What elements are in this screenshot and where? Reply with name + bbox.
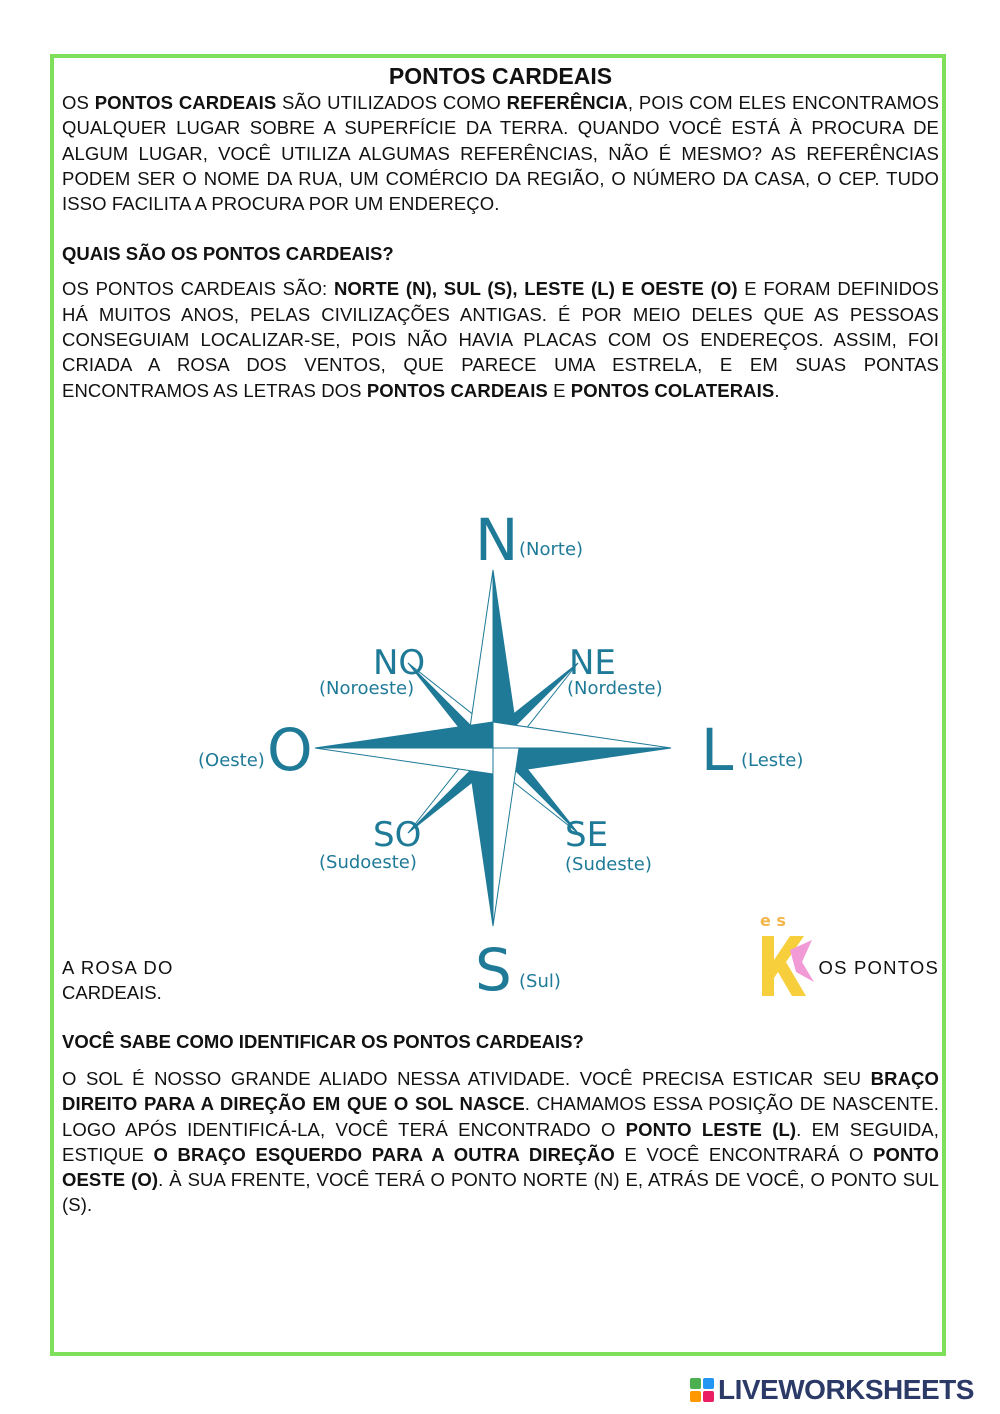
sw-label: (Sudoeste) (319, 852, 417, 873)
section-2 (62, 1030, 939, 1218)
answer-paragraph-2 (62, 1066, 939, 1218)
text-run: OS PONTOS CARDEAIS SÃO: (62, 278, 334, 300)
intro-paragraph (62, 90, 939, 216)
east-label: (Leste) (741, 750, 804, 771)
text-run: E (547, 379, 571, 401)
compass-point (315, 748, 493, 774)
se-label: (Sudeste) (565, 854, 652, 875)
bold-text: REFERÊNCIA (506, 92, 628, 113)
bold-text: O BRAÇO ESQUERDO PARA A OUTRA DIREÇÃO (153, 1143, 615, 1165)
south-letter: S (475, 936, 512, 1004)
answer-paragraph-1 (62, 276, 939, 402)
question-heading-1: QUAIS SÃO OS PONTOS CARDEAIS? (62, 243, 394, 265)
north-letter: N (475, 506, 519, 574)
compass-point (467, 570, 493, 748)
nw-label: (Noroeste) (319, 678, 415, 699)
east-letter: L (701, 716, 734, 784)
text-run: . À SUA FRENTE, VOCÊ TERÁ O PONTO NORTE (N) E, ATRÁS DE VOCÊ, O PONTO SUL (S). (62, 1169, 939, 1216)
compass-point (315, 722, 493, 748)
question-heading-2: VOCÊ SABE COMO IDENTIFICAR OS PONTOS CARDEAIS? (62, 1031, 584, 1052)
worksheet-content (62, 62, 939, 403)
north-label: (Norte) (519, 539, 584, 560)
overlay-k-logo (756, 910, 816, 1002)
west-letter: O (267, 716, 313, 784)
bold-text: PONTOS CARDEAIS (366, 379, 548, 401)
text-run: O SOL É NOSSO GRANDE ALIADO NESSA ATIVIDADE. VOCÊ PRECISA ESTICAR SEU (62, 1068, 871, 1089)
ne-letter: NE (569, 643, 616, 683)
text-run: . (774, 379, 780, 401)
south-label: (Sul) (519, 971, 561, 992)
west-label: (Oeste) (198, 750, 265, 771)
ne-label: (Nordeste) (567, 678, 663, 699)
liveworksheets-logo[interactable] (690, 1374, 974, 1406)
bold-text: BRAÇO DIREITO PARA A DIREÇÃO EM QUE O SOL NASCE (62, 1068, 939, 1115)
text-run: OS (62, 92, 95, 113)
text-run: E FORAM DEFINIDOS HÁ MUITOS ANOS, PELAS CIVILIZAÇÕES ANTIGAS. É POR MEIO DELES QUE AS PESSOAS CONSEGUIAM LOCALIZAR-SE, POIS NÃO HAVIA PLACAS COM OS ENDEREÇOS. ASSIM, FOI CRIADA A ROSA DOS VENTOS, QUE PARECE UMA ESTRELA, E EM SUAS PONTAS ENCONTRAMOS AS LETRAS DOS (62, 278, 939, 401)
rose-sentence-left: A ROSA DO (62, 957, 174, 978)
overlay-logo-letters: e s (760, 911, 786, 930)
liveworksheets-brand: LIVEWORKSHEETS (718, 1374, 974, 1405)
compass-point (493, 748, 671, 774)
bold-text: PONTO OESTE (O) (62, 1143, 939, 1191)
bold-text: PONTOS COLATERAIS (570, 379, 775, 401)
bold-text: PONTO LESTE (L) (625, 1118, 797, 1140)
bold-text: NORTE (N), SUL (S), LESTE (L) E OESTE (O) (333, 278, 738, 300)
rose-sentence-line2: CARDEAIS. (62, 982, 162, 1003)
compass-point (493, 722, 671, 748)
compass-point (493, 748, 519, 926)
sw-letter: SO (373, 815, 422, 855)
text-run: SÃO UTILIZADOS COMO (276, 92, 507, 113)
text-run: E VOCÊ ENCONTRARÁ O (614, 1143, 874, 1165)
text-run: , POIS COM ELES ENCONTRAMOS QUALQUER LUGAR SOBRE A SUPERFÍCIE DA TERRA. QUANDO VOCÊ ESTÁ À PROCURA DE ALGUM LUGAR, VOCÊ UTILIZA ALGUMAS REFERÊNCIAS, NÃO É MESMO? AS REFERÊNCIAS PODEM SER O NOME DA RUA, UM COMÉRCIO DA REGIÃO, O NÚMERO DA CASA, O CEP. TUDO ISSO FACILITA A PROCURA POR UM ENDEREÇO. (62, 92, 940, 215)
liveworksheets-icon (690, 1378, 714, 1402)
text-run: . CHAMAMOS ESSA POSIÇÃO DE NASCENTE. LOGO APÓS IDENTIFICÁ-LA, VOCÊ TERÁ ENCONTRADO O (62, 1093, 939, 1140)
text-run: . EM SEGUIDA, ESTIQUE (62, 1118, 939, 1165)
nw-letter: NO (373, 643, 426, 683)
bold-text: PONTOS CARDEAIS (94, 92, 277, 113)
se-letter: SE (565, 815, 609, 855)
compass-point (493, 570, 519, 748)
compass-point (467, 748, 493, 926)
page-title: PONTOS CARDEAIS (388, 63, 613, 89)
rose-sentence-right: OS PONTOS (818, 957, 939, 978)
compass-rose (195, 500, 815, 1005)
